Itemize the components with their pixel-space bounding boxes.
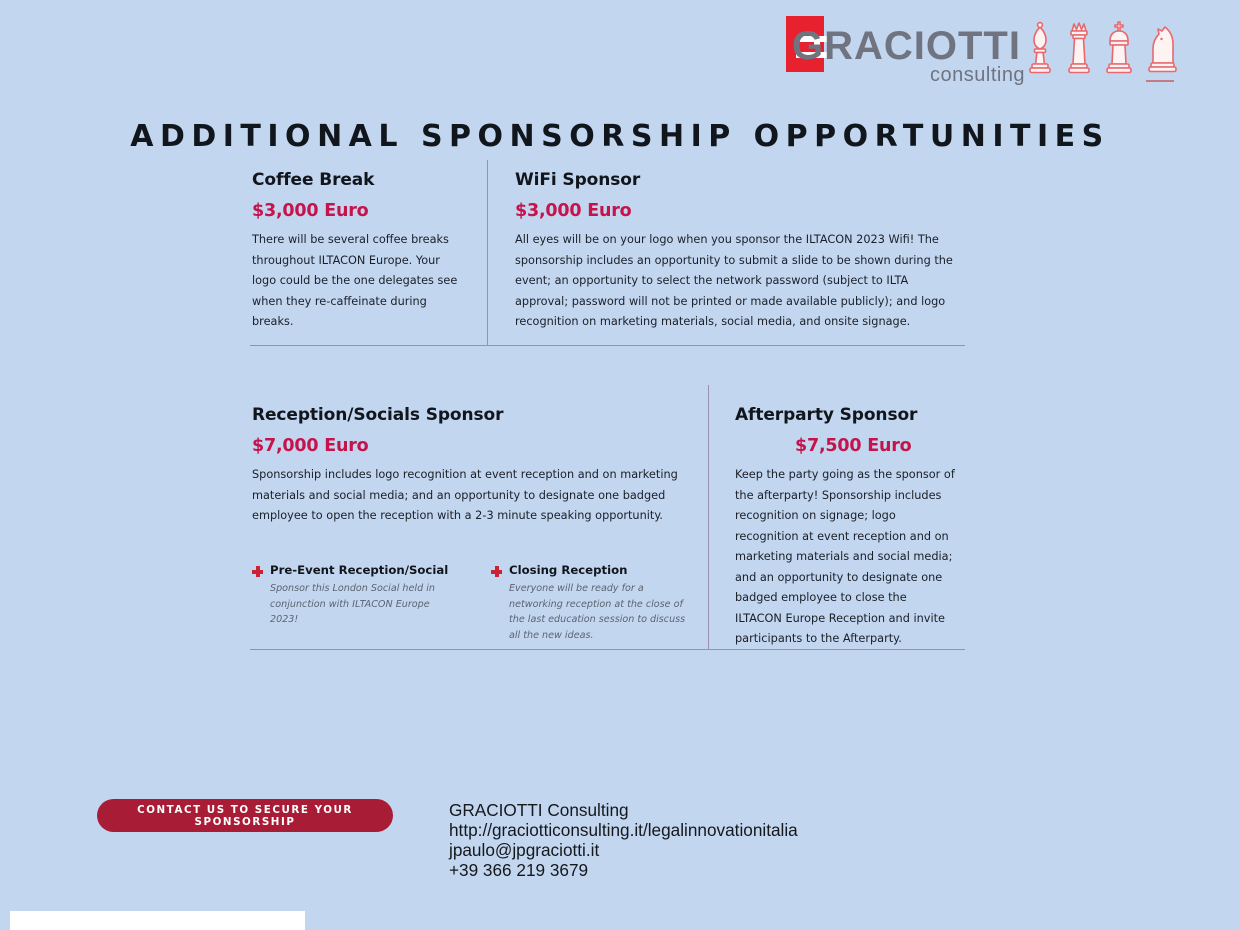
subitem-title: Closing Reception [509, 563, 628, 577]
logo-wordmark: GRACIOTTI [792, 24, 1021, 68]
list-item [252, 563, 459, 643]
logo-underline-dash [1146, 80, 1174, 82]
divider-vertical-bottom [708, 385, 709, 649]
divider-horizontal-top [250, 345, 965, 346]
contact-us-button[interactable]: CONTACT US TO SECURE YOUR SPONSORSHIP [97, 799, 393, 832]
plus-icon [491, 566, 502, 577]
card-title: Coffee Break [252, 170, 375, 190]
reception-subitem-list [252, 563, 702, 643]
sponsorship-card-coffee-break [252, 170, 464, 333]
sponsorship-card-reception-socials [252, 405, 694, 527]
card-body: There will be several coffee breaks throughout ILTACON Europe. Your logo could be the one delegates see when they re-caffeinate during breaks. [252, 233, 458, 328]
subitem-title: Pre-Event Reception/Social [270, 563, 449, 577]
contact-company: GRACIOTTI Consulting [449, 800, 629, 820]
contact-phone: +39 366 219 3679 [449, 860, 589, 880]
card-body: All eyes will be on your logo when you sponsor the ILTACON 2023 Wifi! The sponsorship includes an opportunity to submit a slide to be shown during the event; an opportunity to select the network password (subject to ILTA approval; password will not be printed or made available publicly); and logo recognition on marketing materials, social media, and onsite signage. [515, 233, 953, 328]
card-price: $7,000 Euro [252, 436, 369, 456]
king-icon [1107, 22, 1131, 73]
plus-icon [252, 566, 263, 577]
rook-icon [1069, 23, 1089, 73]
card-price: $7,500 Euro [795, 436, 912, 456]
logo-tagline: consulting [930, 64, 1026, 86]
brand-logo [786, 14, 1186, 94]
list-item [491, 563, 698, 643]
divider-vertical-top [487, 160, 488, 346]
contact-email[interactable]: jpaulo@jpgraciotti.it [449, 840, 600, 860]
sponsorship-card-afterparty [735, 405, 957, 650]
chess-pieces-icon [1024, 17, 1180, 89]
contact-website[interactable]: http://graciotticonsulting.it/legalinnovationitalia [449, 820, 798, 840]
knight-icon [1149, 27, 1176, 72]
contact-info [449, 800, 798, 880]
card-title: Reception/Socials Sponsor [252, 405, 504, 425]
card-body: Keep the party going as the sponsor of the afterparty! Sponsorship includes recognition on signage; logo recognition at event reception and on marketing materials and social media; and an opportunity to designate one badged employee to close the ILTACON Europe Reception and invite participants to the Afterparty. [735, 468, 955, 645]
card-price: $3,000 Euro [252, 201, 369, 221]
bottom-white-strip [10, 911, 305, 930]
subitem-description: Everyone will be ready for a networking reception at the close of the last education session to discuss all the new ideas. [509, 583, 686, 641]
card-title: WiFi Sponsor [515, 170, 641, 190]
page-title: ADDITIONAL SPONSORSHIP OPPORTUNITIES [130, 119, 1110, 155]
subitem-description: Sponsor this London Social held in conjunction with ILTACON Europe 2023! [270, 583, 435, 625]
card-price: $3,000 Euro [515, 201, 632, 221]
sponsorship-card-wifi-sponsor [515, 170, 955, 333]
card-title: Afterparty Sponsor [735, 405, 918, 425]
card-body: Sponsorship includes logo recognition at event reception and on marketing materials and social media; and an opportunity to designate one badged employee to open the reception with a 2-3 minute speaking opportunity. [252, 468, 678, 522]
bishop-icon [1030, 23, 1050, 73]
